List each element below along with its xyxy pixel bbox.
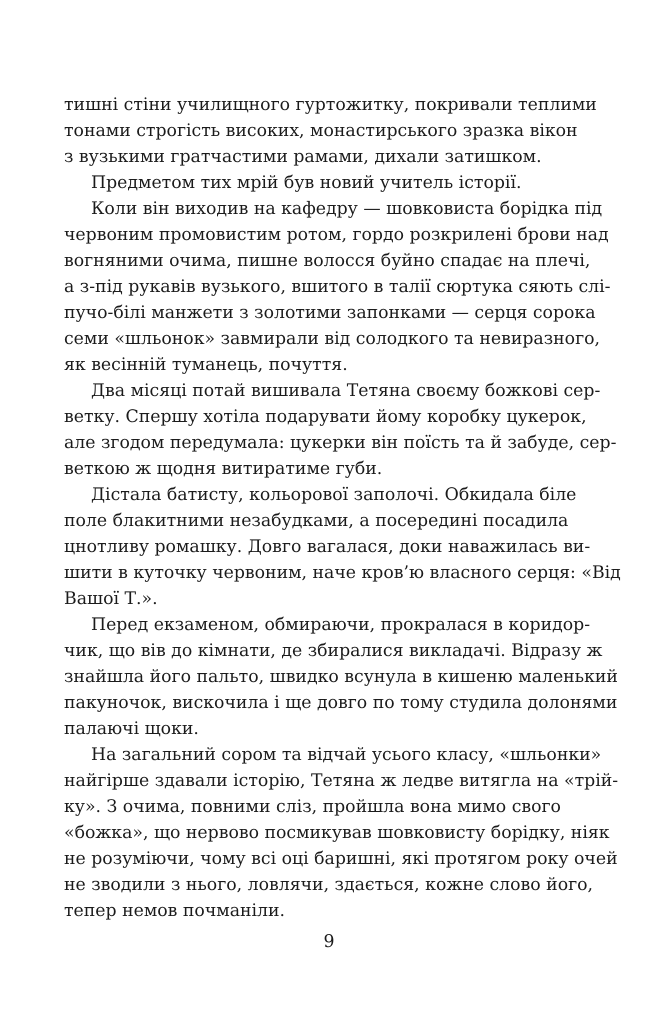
text-line: семи «шльонок» завмирали від солодкого та невиразного, <box>64 329 601 349</box>
text-line: чик, що вів до кімнати, де збиралися викладачі. Відразу ж <box>64 641 603 661</box>
text-line: знайшла його пальто, швидко всунула в кишеню маленький <box>64 667 618 687</box>
text-line: тепер немов почманіли. <box>64 901 286 921</box>
text-line: шити в куточку червоним, наче кров’ю власного серця: «Від <box>64 563 621 583</box>
text-line: а з-під рукавів вузького, вшитого в талії сюртука сяють слі- <box>64 277 611 297</box>
text-line: Коли він виходив на кафедру — шовковиста борідка під <box>91 199 603 219</box>
text-line: пучо-білі манжети з золотими запонками — серця сорока <box>64 303 596 323</box>
text-line: Два місяці потай вишивала Тетяна своєму божкові сер- <box>91 381 601 401</box>
text-line: тишні стіни училищного гуртожитку, покривали теплими <box>64 95 597 115</box>
text-line: ветку. Спершу хотіла подарувати йому коробку цукерок, <box>64 407 587 427</box>
text-line: «божка», що нервово посмикував шовковисту борідку, ніяк <box>64 823 610 843</box>
text-line: Дістала батисту, кольорової заполочі. Обкидала біле <box>91 485 577 505</box>
text-line: поле блакитними незабудками, а посередині посадила <box>64 511 569 531</box>
text-line: найгірше здавали історію, Тетяна ж ледве витягла на «трій- <box>64 771 619 791</box>
text-line: як весінній туманець, почуття. <box>64 355 348 375</box>
text-line: пакуночок, вискочила і ще довго по тому студила долонями <box>64 693 618 713</box>
text-line: Вашої Т.». <box>64 589 158 609</box>
text-line: з вузькими гратчастими рамами, дихали затишком. <box>64 147 542 167</box>
text-line: ку». З очима, повними сліз, пройшла вона мимо свого <box>64 797 561 817</box>
text-line: тонами строгість високих, монастирського зразка вікон <box>64 121 578 141</box>
text-line: не розуміючи, чому всі оці баришні, які протягом року очей <box>64 849 618 869</box>
text-line: Предметом тих мрій був новий учитель історії. <box>91 173 522 193</box>
page-number: 9 <box>323 932 335 952</box>
text-line: палаючі щоки. <box>64 719 199 739</box>
text-line: але згодом передумала: цукерки він поїсть та й забуде, сер- <box>64 433 617 453</box>
text-line: цнотливу ромашку. Довго вагалася, доки наважилась ви- <box>64 537 591 557</box>
text-line: На загальний сором та відчай усього класу, «шльонки» <box>91 745 602 765</box>
text-line: червоним промовистим ротом, гордо розкрилені брови над <box>64 225 609 245</box>
text-line: не зводили з нього, ловлячи, здається, кожне слово його, <box>64 875 594 895</box>
text-line: веткою ж щодня витиратиме губи. <box>64 459 383 479</box>
text-line: вогняними очима, пишне волосся буйно спадає на плечі, <box>64 251 591 271</box>
text-line: Перед екзаменом, обмираючи, прокралася в коридор- <box>91 615 591 635</box>
